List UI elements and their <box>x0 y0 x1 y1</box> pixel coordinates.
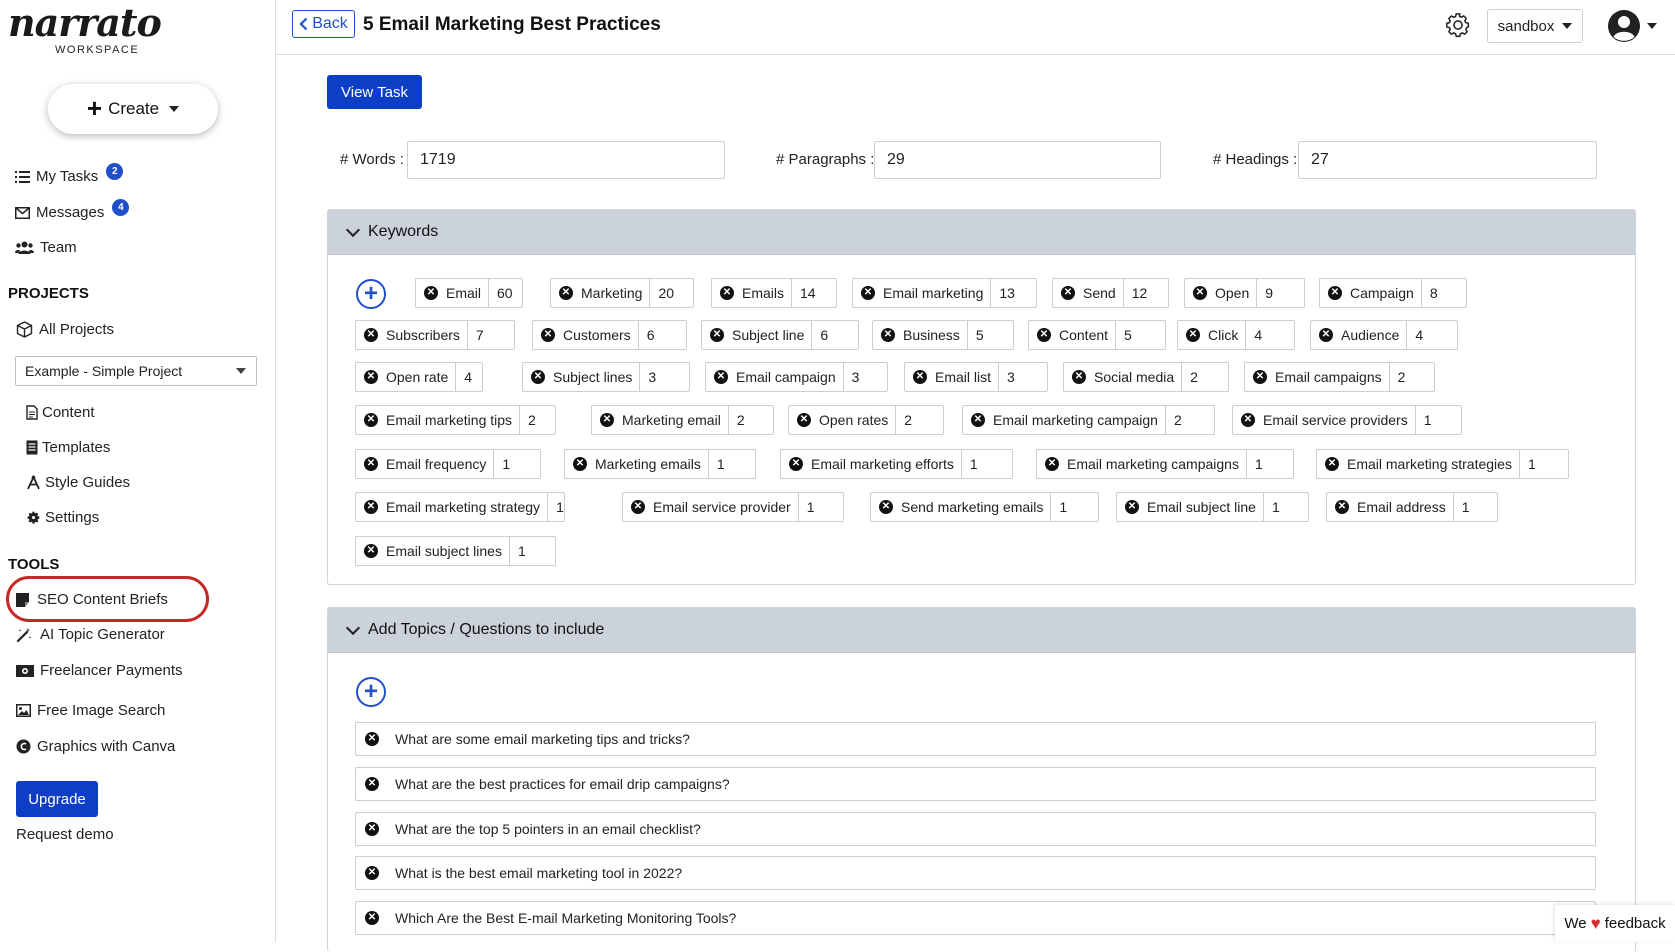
remove-keyword-icon[interactable]: ✕ <box>1335 500 1349 514</box>
keyword-name: Campaign <box>1350 285 1414 301</box>
workspace-select-value: sandbox <box>1497 17 1555 35</box>
keyword-chip <box>852 278 1037 308</box>
paragraphs-label: # Paragraphs : <box>776 151 875 168</box>
remove-keyword-icon[interactable]: ✕ <box>573 457 587 471</box>
remove-keyword-icon[interactable]: ✕ <box>1186 328 1200 342</box>
plus-icon: + <box>363 678 378 705</box>
keyword-chip <box>564 449 756 479</box>
keyword-name-cell <box>963 406 1166 434</box>
keyword-count[interactable]: 1 <box>556 499 564 515</box>
keyword-count[interactable]: 1 <box>1461 499 1470 515</box>
keyword-count[interactable]: 6 <box>646 327 655 343</box>
keyword-count[interactable]: 1 <box>502 456 511 472</box>
remove-keyword-icon[interactable]: ✕ <box>879 500 893 514</box>
keyword-name: Email <box>446 285 482 301</box>
remove-keyword-icon[interactable]: ✕ <box>364 370 378 384</box>
feedback-button[interactable] <box>1555 905 1675 942</box>
create-label: Create <box>108 99 160 118</box>
keyword-chip <box>355 362 483 392</box>
keyword-name-cell <box>1245 363 1390 391</box>
cube-icon <box>16 321 33 338</box>
keyword-chip <box>355 536 556 566</box>
create-button[interactable] <box>48 84 218 134</box>
keyword-name: Social media <box>1094 369 1175 385</box>
chevron-down-icon <box>346 222 360 236</box>
caret-down-icon <box>1647 23 1657 29</box>
keyword-count[interactable]: 3 <box>1007 369 1015 385</box>
nav-messages[interactable] <box>15 204 129 221</box>
keyword-count[interactable]: 2 <box>1173 412 1182 428</box>
keyword-name: Audience <box>1341 327 1400 343</box>
keywords-panel <box>327 209 1636 585</box>
nav-settings-label: Settings <box>45 509 100 526</box>
keyword-name-cell <box>871 493 1051 521</box>
nav-ai-topic-generator[interactable] <box>16 626 165 643</box>
keyword-name: Email campaign <box>736 369 836 385</box>
remove-keyword-icon[interactable]: ✕ <box>1253 370 1267 384</box>
keyword-name: Send marketing emails <box>901 499 1044 515</box>
keyword-name: Marketing email <box>622 412 721 428</box>
keyword-name: Customers <box>563 327 631 343</box>
remove-keyword-icon[interactable]: ✕ <box>913 370 927 384</box>
keyword-chip <box>1244 362 1435 392</box>
keyword-chip <box>872 320 1014 350</box>
remove-keyword-icon[interactable]: ✕ <box>1045 457 1059 471</box>
keyword-chip <box>1063 362 1229 392</box>
keyword-name-cell <box>1327 493 1454 521</box>
keyword-count[interactable]: 1 <box>1423 412 1432 428</box>
question-text[interactable]: What is the best email marketing tool in 2022? <box>395 865 683 881</box>
keywords-panel-header[interactable] <box>328 210 1635 255</box>
keyword-name: Marketing emails <box>595 456 701 472</box>
headings-label: # Headings : <box>1213 151 1298 168</box>
projects-section-title: PROJECTS <box>8 285 89 302</box>
topics-panel <box>327 607 1636 952</box>
nav-graphics-canva-label: Graphics with Canva <box>37 738 176 755</box>
chevron-down-icon <box>346 620 360 634</box>
keyword-count[interactable]: 1 <box>969 456 978 472</box>
nav-content[interactable] <box>26 404 95 421</box>
keyword-count[interactable]: 1 <box>806 499 815 515</box>
keyword-name-cell <box>592 406 729 434</box>
keyword-chip <box>701 320 859 350</box>
magic-wand-icon <box>16 627 32 643</box>
topics-title: Add Topics / Questions to include <box>368 621 605 638</box>
keyword-name: Open <box>1215 285 1250 301</box>
remove-keyword-icon[interactable]: ✕ <box>559 286 573 300</box>
keyword-count[interactable]: 14 <box>800 285 816 301</box>
tasks-count-badge: 2 <box>106 163 123 180</box>
remove-keyword-icon[interactable]: ✕ <box>710 328 724 342</box>
keyword-name-cell <box>1320 279 1422 307</box>
nav-free-image-search[interactable] <box>16 702 165 719</box>
question-item <box>355 812 1596 846</box>
keyword-count[interactable]: 1 <box>1271 499 1280 515</box>
keyword-name: Open rate <box>386 369 449 385</box>
feedback-post: feedback <box>1604 915 1666 932</box>
keyword-count[interactable]: 1 <box>1059 499 1068 515</box>
keyword-name-cell <box>1053 279 1124 307</box>
image-icon <box>16 704 31 717</box>
keyword-count[interactable]: 5 <box>975 327 984 343</box>
messages-count-badge: 4 <box>112 199 129 216</box>
logo-text: narrato <box>8 0 161 45</box>
keyword-name-cell <box>1185 279 1257 307</box>
keyword-name-cell <box>533 321 639 349</box>
workspace-select[interactable] <box>1487 9 1583 43</box>
heart-icon: ♥ <box>1590 913 1601 933</box>
keyword-chip <box>870 492 1099 522</box>
keyword-chip <box>355 405 556 435</box>
keyword-chip <box>705 362 888 392</box>
keyword-name: Subject lines <box>553 369 633 385</box>
keyword-count[interactable]: 2 <box>736 412 745 428</box>
keyword-name-cell <box>356 363 456 391</box>
remove-keyword-icon[interactable]: ✕ <box>1241 413 1255 427</box>
caret-down-icon <box>236 368 246 374</box>
template-icon <box>26 440 38 455</box>
keyword-chip <box>962 405 1215 435</box>
keyword-name: Email service provider <box>653 499 791 515</box>
keyword-chip <box>1177 320 1295 350</box>
keyword-count[interactable]: 2 <box>904 412 913 428</box>
upgrade-button[interactable]: Upgrade <box>16 781 98 817</box>
keyword-name: Marketing <box>581 285 643 301</box>
nav-freelancer-payments-label: Freelancer Payments <box>40 662 183 679</box>
keyword-name-cell <box>1029 321 1116 349</box>
keyword-name-cell <box>702 321 812 349</box>
remove-question-icon[interactable]: ✕ <box>365 911 379 925</box>
brief-icon <box>16 593 29 607</box>
remove-question-icon[interactable]: ✕ <box>365 777 379 791</box>
keyword-name-cell <box>781 450 962 478</box>
keyword-name-cell <box>523 363 640 391</box>
keyword-name: Open rates <box>819 412 889 428</box>
sidebar <box>0 0 276 942</box>
headings-field[interactable]: 27 <box>1298 141 1597 179</box>
nav-style-guides[interactable] <box>26 474 130 491</box>
keyword-name-cell <box>905 363 999 391</box>
keyword-name-cell <box>1117 493 1264 521</box>
keyword-count[interactable]: 3 <box>851 369 860 385</box>
gear-icon <box>26 510 41 525</box>
keyword-chip <box>550 278 694 308</box>
plus-icon: + <box>363 280 378 307</box>
back-button[interactable] <box>292 10 355 38</box>
question-text[interactable]: What are some email marketing tips and tricks? <box>395 731 690 747</box>
paragraphs-field[interactable]: 29 <box>874 141 1161 179</box>
canva-icon <box>16 739 31 754</box>
keyword-chip <box>711 278 837 308</box>
keyword-count[interactable]: 60 <box>497 285 513 301</box>
keyword-name-cell <box>551 279 650 307</box>
back-label: Back <box>312 15 348 32</box>
plus-icon: + <box>86 93 103 123</box>
keyword-chip <box>1116 492 1309 522</box>
keyword-chip <box>355 449 541 479</box>
keyword-name: Email marketing strategies <box>1347 456 1512 472</box>
remove-keyword-icon[interactable]: ✕ <box>364 328 378 342</box>
nav-my-tasks[interactable] <box>15 168 123 185</box>
remove-question-icon[interactable]: ✕ <box>365 732 379 746</box>
settings-gear-icon[interactable] <box>1444 11 1472 39</box>
keyword-count[interactable]: 3 <box>648 369 657 385</box>
keyword-name: Email marketing campaign <box>993 412 1158 428</box>
words-label: # Words : <box>340 151 404 168</box>
remove-keyword-icon[interactable]: ✕ <box>720 286 734 300</box>
keyword-name-cell <box>706 363 844 391</box>
keyword-name-cell <box>623 493 799 521</box>
remove-keyword-icon[interactable]: ✕ <box>541 328 555 342</box>
question-item <box>355 901 1596 935</box>
caret-down-icon <box>169 106 179 112</box>
keyword-chip <box>1184 278 1305 308</box>
keyword-chip <box>1310 320 1458 350</box>
view-task-button[interactable]: View Task <box>327 75 422 109</box>
nav-free-image-search-label: Free Image Search <box>37 702 166 719</box>
keyword-chip <box>1316 449 1569 479</box>
keyword-chip <box>355 492 565 522</box>
keyword-count[interactable]: 13 <box>999 285 1015 301</box>
keyword-name: Business <box>903 327 960 343</box>
remove-keyword-icon[interactable]: ✕ <box>789 457 803 471</box>
user-menu[interactable] <box>1607 9 1657 43</box>
keyword-chip <box>591 405 774 435</box>
remove-keyword-icon[interactable]: ✕ <box>1193 286 1207 300</box>
question-text[interactable]: Which Are the Best E-mail Marketing Monitoring Tools? <box>395 910 737 926</box>
keywords-title: Keywords <box>368 223 439 240</box>
nav-style-guides-label: Style Guides <box>45 474 131 491</box>
page-title: 5 Email Marketing Best Practices <box>363 14 661 35</box>
nav-my-tasks-label: My Tasks <box>36 168 99 185</box>
keyword-name-cell <box>565 450 709 478</box>
keyword-chip <box>532 320 687 350</box>
keyword-name: Email subject lines <box>386 543 502 559</box>
keyword-name-cell <box>873 321 968 349</box>
tasks-list-icon <box>15 170 30 184</box>
keyword-name: Emails <box>742 285 785 301</box>
keyword-count[interactable]: 4 <box>1415 327 1424 343</box>
remove-keyword-icon[interactable]: ✕ <box>631 500 645 514</box>
top-bar <box>276 0 1675 55</box>
nav-templates-label: Templates <box>42 439 111 456</box>
remove-keyword-icon[interactable]: ✕ <box>1072 370 1086 384</box>
project-select-value: Example - Simple Project <box>25 363 183 379</box>
keyword-name: Email address <box>1357 499 1446 515</box>
keyword-name: Email frequency <box>386 456 487 472</box>
keyword-name-cell <box>356 406 520 434</box>
keyword-name: Email list <box>935 369 992 385</box>
style-guide-icon <box>26 475 41 490</box>
nav-graphics-canva[interactable] <box>16 738 175 755</box>
keyword-name: Email service providers <box>1263 412 1408 428</box>
keyword-chip <box>522 362 690 392</box>
document-icon <box>26 405 38 420</box>
tools-section-title: TOOLS <box>8 556 60 573</box>
nav-settings[interactable] <box>26 509 99 526</box>
keyword-chip <box>780 449 1013 479</box>
keyword-count[interactable]: 2 <box>1397 369 1406 385</box>
money-icon <box>16 665 34 677</box>
keyword-chip <box>355 320 515 350</box>
nav-ai-topic-generator-label: AI Topic Generator <box>40 626 165 643</box>
keyword-name: Email marketing campaigns <box>1067 456 1239 472</box>
keyword-name-cell <box>1178 321 1246 349</box>
logo-subtitle: WORKSPACE <box>55 44 140 56</box>
nav-seo-content-briefs-label: SEO Content Briefs <box>37 591 168 608</box>
keyword-name-cell <box>356 493 548 521</box>
user-avatar-icon <box>1607 9 1641 43</box>
keyword-name: Subscribers <box>386 327 460 343</box>
remove-keyword-icon[interactable]: ✕ <box>364 500 378 514</box>
keyword-name: Click <box>1208 327 1239 343</box>
keyword-name: Email marketing <box>883 285 984 301</box>
remove-keyword-icon[interactable]: ✕ <box>1061 286 1075 300</box>
remove-keyword-icon[interactable]: ✕ <box>600 413 614 427</box>
keyword-count[interactable]: 6 <box>820 327 829 343</box>
keyword-name-cell <box>712 279 792 307</box>
keyword-count[interactable]: 2 <box>528 412 536 428</box>
remove-question-icon[interactable]: ✕ <box>365 822 379 836</box>
feedback-pre: We <box>1564 915 1587 932</box>
narrato-logo[interactable] <box>8 0 161 60</box>
question-text[interactable]: What are the best practices for email drip campaigns? <box>395 776 730 792</box>
keyword-name: Send <box>1083 285 1116 301</box>
remove-question-icon[interactable]: ✕ <box>365 866 379 880</box>
nav-team-label: Team <box>40 239 77 256</box>
keyword-count[interactable]: 4 <box>1254 327 1263 343</box>
project-select[interactable] <box>15 356 257 386</box>
words-field[interactable]: 1719 <box>407 141 725 179</box>
users-icon <box>15 241 34 254</box>
remove-keyword-icon[interactable]: ✕ <box>1037 328 1051 342</box>
remove-keyword-icon[interactable]: ✕ <box>1325 457 1339 471</box>
keyword-name-cell <box>1064 363 1182 391</box>
keyword-count[interactable]: 7 <box>475 327 484 343</box>
keyword-name-cell <box>1317 450 1520 478</box>
keyword-count[interactable]: 2 <box>1190 369 1198 385</box>
keyword-count[interactable]: 20 <box>658 285 675 301</box>
keyword-name-cell <box>356 450 494 478</box>
keyword-chip <box>1319 278 1467 308</box>
keyword-name: Content <box>1059 327 1109 343</box>
question-item <box>355 722 1596 756</box>
remove-keyword-icon[interactable]: ✕ <box>714 370 728 384</box>
keyword-name-cell <box>356 537 510 565</box>
question-item <box>355 767 1596 801</box>
remove-keyword-icon[interactable]: ✕ <box>364 457 378 471</box>
remove-keyword-icon[interactable]: ✕ <box>971 413 985 427</box>
nav-all-projects-label: All Projects <box>39 321 115 338</box>
keyword-count[interactable]: 1 <box>716 456 725 472</box>
nav-messages-label: Messages <box>36 204 105 221</box>
caret-down-icon <box>1562 23 1572 29</box>
topics-panel-header[interactable] <box>328 608 1635 653</box>
keyword-chip <box>1028 320 1166 350</box>
keyword-name: Subject line <box>732 327 805 343</box>
remove-keyword-icon[interactable]: ✕ <box>1319 328 1333 342</box>
nav-team[interactable] <box>15 239 77 256</box>
nav-templates[interactable] <box>26 439 110 456</box>
add-keyword-button[interactable] <box>356 279 386 309</box>
question-text[interactable]: What are the top 5 pointers in an email checklist? <box>395 821 701 837</box>
keyword-count[interactable]: 5 <box>1124 327 1132 343</box>
keyword-count[interactable]: 8 <box>1429 285 1438 301</box>
keyword-name-cell <box>1233 406 1416 434</box>
keyword-chip <box>1036 449 1294 479</box>
nav-seo-content-briefs[interactable] <box>16 591 168 608</box>
keyword-count[interactable]: 1 <box>517 543 526 559</box>
keyword-name-cell <box>356 321 468 349</box>
remove-keyword-icon[interactable]: ✕ <box>1328 286 1342 300</box>
keyword-count[interactable]: 4 <box>464 369 473 385</box>
keyword-chip <box>1052 278 1169 308</box>
keyword-name-cell <box>1037 450 1247 478</box>
keyword-name: Email marketing efforts <box>811 456 954 472</box>
keyword-count[interactable]: 1 <box>1527 456 1536 472</box>
keyword-name: Email campaigns <box>1275 369 1382 385</box>
keyword-chip <box>1326 492 1498 522</box>
keyword-count[interactable]: 1 <box>1254 456 1263 472</box>
keyword-count[interactable]: 9 <box>1265 285 1274 301</box>
nav-content-label: Content <box>42 404 95 421</box>
remove-keyword-icon[interactable]: ✕ <box>861 286 875 300</box>
envelope-icon <box>15 207 30 219</box>
remove-keyword-icon[interactable]: ✕ <box>1125 500 1139 514</box>
keyword-chip <box>788 405 944 435</box>
keyword-chip <box>622 492 844 522</box>
remove-keyword-icon[interactable]: ✕ <box>531 370 545 384</box>
keyword-chip <box>904 362 1048 392</box>
keyword-name: Email subject line <box>1147 499 1256 515</box>
request-demo-link[interactable]: Request demo <box>16 826 114 843</box>
nav-freelancer-payments[interactable] <box>16 662 183 679</box>
keyword-count[interactable]: 12 <box>1131 285 1148 301</box>
remove-keyword-icon[interactable]: ✕ <box>881 328 895 342</box>
keyword-name-cell <box>1311 321 1407 349</box>
keyword-name: Email marketing strategy <box>386 499 541 515</box>
question-item <box>355 856 1596 890</box>
chevron-left-icon <box>299 17 308 31</box>
add-topic-button[interactable] <box>356 677 386 707</box>
nav-all-projects[interactable] <box>16 321 114 338</box>
remove-keyword-icon[interactable]: ✕ <box>797 413 811 427</box>
keyword-chip <box>415 278 523 308</box>
remove-keyword-icon[interactable]: ✕ <box>424 286 438 300</box>
keyword-name-cell <box>853 279 991 307</box>
keyword-name: Email marketing tips <box>386 412 513 428</box>
keyword-chip <box>1232 405 1462 435</box>
keyword-name-cell <box>789 406 896 434</box>
keyword-name-cell <box>416 279 489 307</box>
remove-keyword-icon[interactable]: ✕ <box>364 544 378 558</box>
remove-keyword-icon[interactable]: ✕ <box>364 413 378 427</box>
